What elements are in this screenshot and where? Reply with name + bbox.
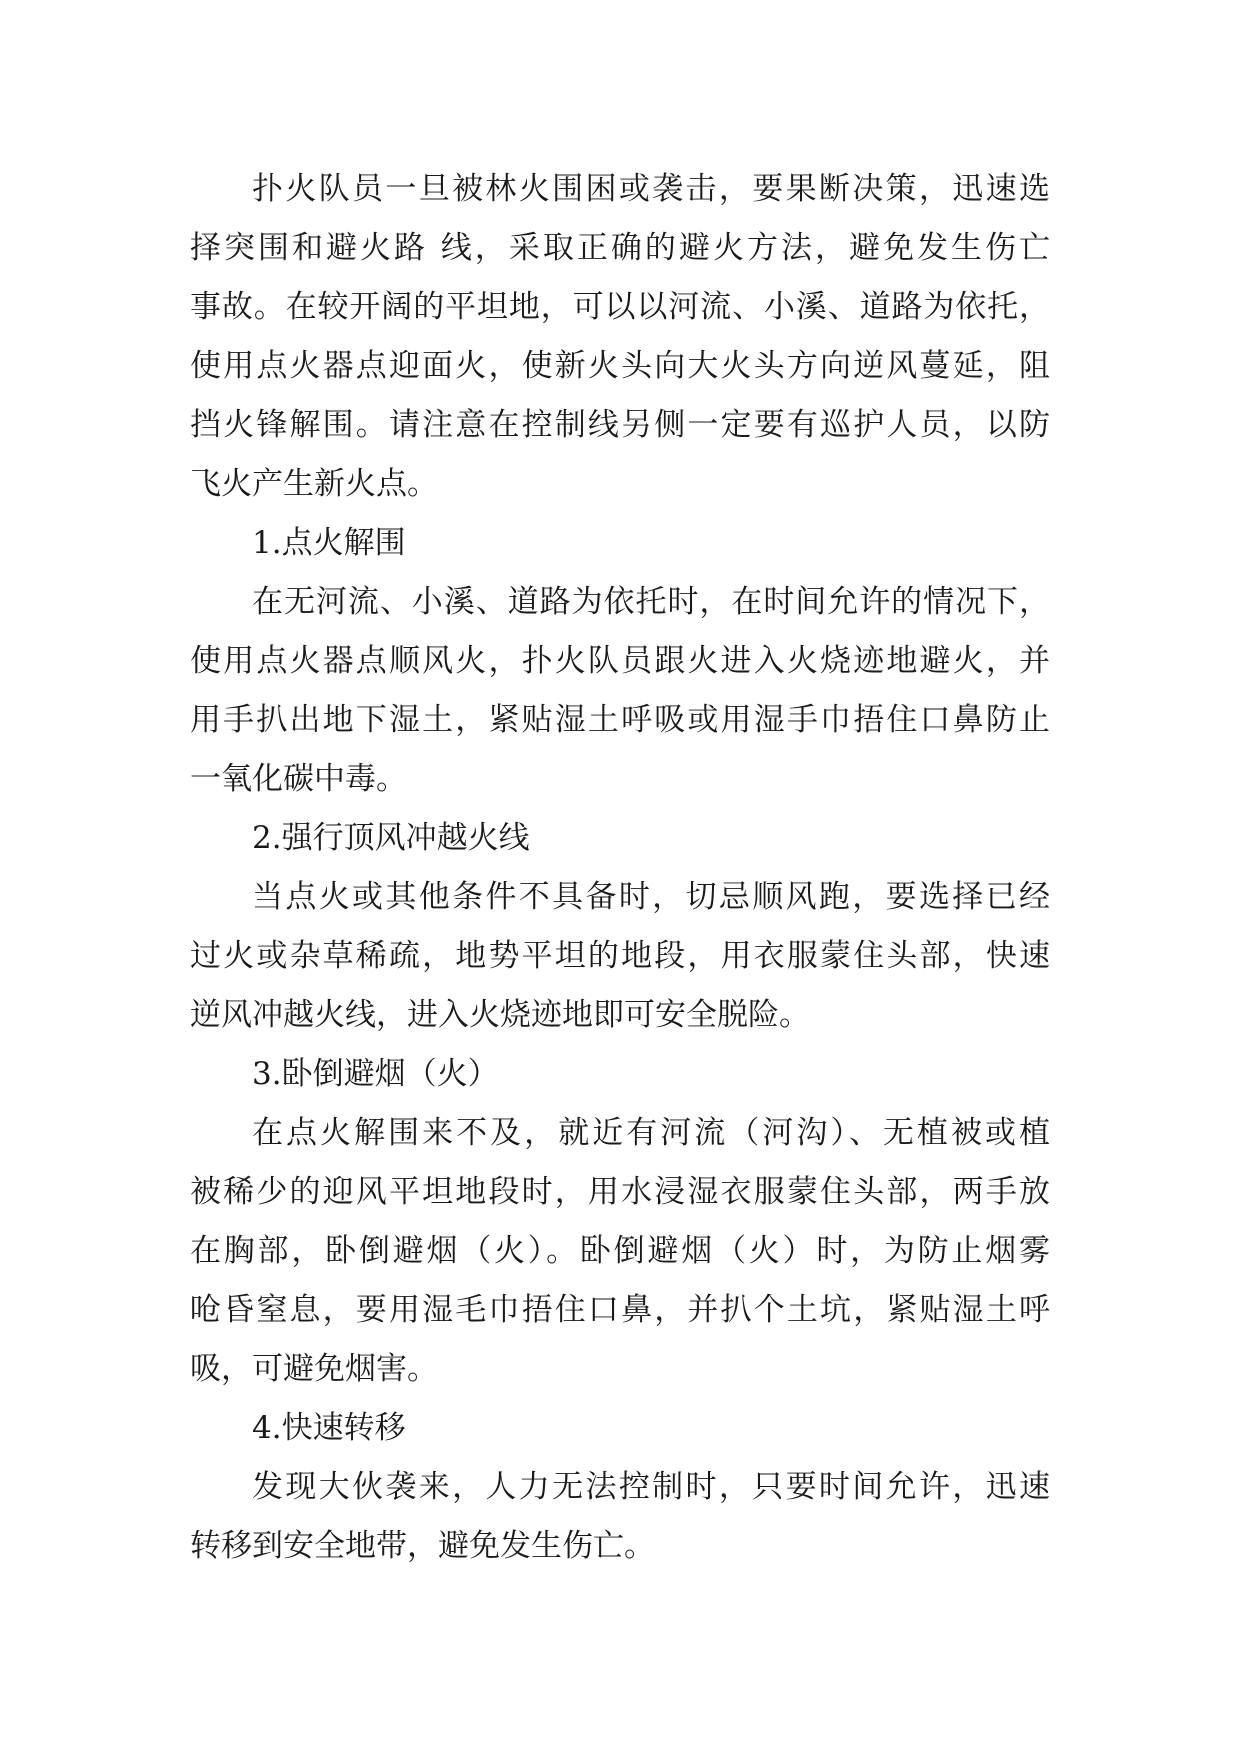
paragraph-1-line-4: 使用点火器点迎面火，使新火头向大火头方向逆风蔓延，阻: [190, 348, 1050, 384]
paragraph-3-line-3: 逆风冲越火线，进入火烧迹地即可安全脱险。: [190, 997, 810, 1033]
section-heading-3: 3.卧倒避烟（火）: [252, 1056, 499, 1092]
paragraph-4-line-5: 吸，可避免烟害。: [190, 1351, 438, 1387]
paragraph-3-line-1: 当点火或其他条件不具备时，切忌顺风跑，要选择已经: [252, 879, 1050, 915]
paragraph-4-line-3: 在胸部，卧倒避烟（火）。卧倒避烟（火）时，为防止烟雾: [190, 1233, 1050, 1269]
paragraph-3-line-2: 过火或杂草稀疏，地势平坦的地段，用衣服蒙住头部，快速: [190, 938, 1050, 974]
paragraph-4-line-1: 在点火解围来不及，就近有河流（河沟）、无植被或植: [252, 1115, 1050, 1151]
paragraph-1-line-5: 挡火锋解围。请注意在控制线另侧一定要有巡护人员，以防: [190, 407, 1050, 443]
section-heading-1: 1.点火解围: [252, 525, 406, 561]
paragraph-1-line-1: 扑火队员一旦被林火围困或袭击，要果断决策，迅速选: [252, 171, 1050, 207]
paragraph-4-line-4: 呛昏窒息，要用湿毛巾捂住口鼻，并扒个土坑，紧贴湿土呼: [190, 1292, 1050, 1328]
section-heading-2: 2.强行顶风冲越火线: [252, 820, 530, 856]
paragraph-1-line-2: 择突围和避火路 线，采取正确的避火方法，避免发生伤亡: [190, 230, 1050, 266]
paragraph-4-line-2: 被稀少的迎风平坦地段时，用水浸湿衣服蒙住头部，两手放: [190, 1174, 1050, 1210]
paragraph-2-line-1: 在无河流、小溪、道路为依托时，在时间允许的情况下，: [252, 584, 1050, 620]
section-heading-4: 4.快速转移: [252, 1410, 406, 1446]
paragraph-2-line-2: 使用点火器点顺风火，扑火队员跟火进入火烧迹地避火，并: [190, 643, 1050, 679]
paragraph-1-line-6: 飞火产生新火点。: [190, 466, 438, 502]
paragraph-5-line-2: 转移到安全地带，避免发生伤亡。: [190, 1528, 655, 1564]
paragraph-2-line-4: 一氧化碳中毒。: [190, 761, 407, 797]
paragraph-2-line-3: 用手扒出地下湿土，紧贴湿土呼吸或用湿手巾捂住口鼻防止: [190, 702, 1050, 738]
paragraph-5-line-1: 发现大伙袭来，人力无法控制时，只要时间允许，迅速: [252, 1469, 1050, 1505]
paragraph-1-line-3: 事故。在较开阔的平坦地，可以以河流、小溪、道路为依托，: [190, 289, 1050, 325]
